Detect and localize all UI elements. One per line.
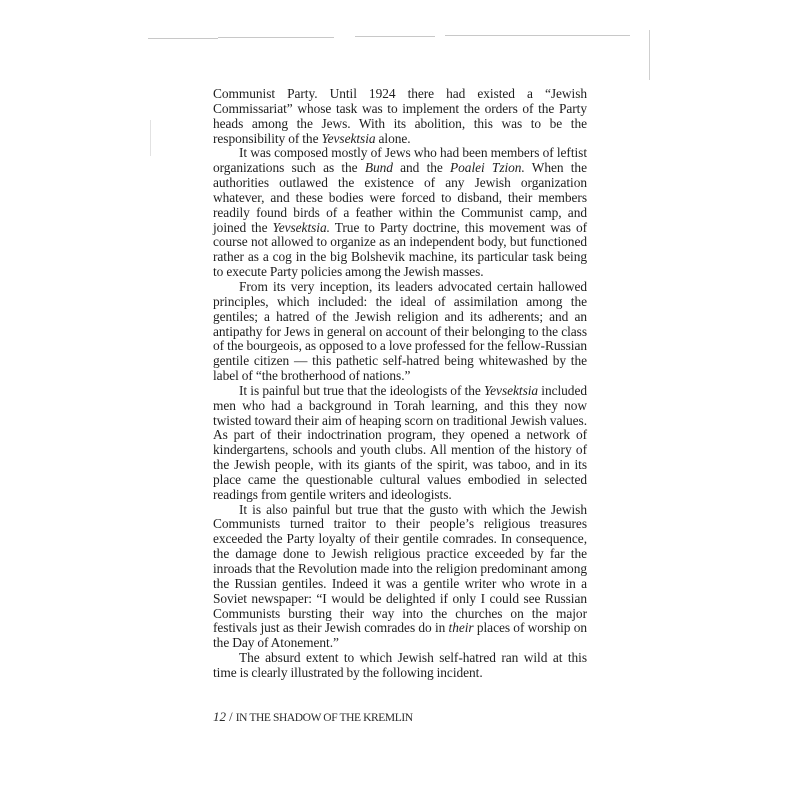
italic-term-yevsektsia: Yevsektsia. bbox=[272, 219, 330, 235]
italic-term-yevsektsia: Yevsektsia bbox=[321, 130, 376, 146]
page-footer bbox=[213, 709, 413, 725]
paragraph-1 bbox=[213, 87, 587, 146]
scan-mark-left-vertical bbox=[150, 120, 151, 156]
running-title: IN THE SHADOW OF THE KREMLIN bbox=[235, 712, 413, 724]
scan-mark-right-vertical bbox=[649, 30, 650, 80]
paragraph-text: The absurd extent to which Jewish self-hatred ran wild at this time is clearly illustrated by the following incident. bbox=[213, 650, 587, 680]
paragraph-text: It is painful but true that the ideologists of the bbox=[239, 382, 484, 398]
paragraph-text: and the bbox=[392, 160, 451, 176]
italic-term-yevsektsia: Yevsektsia bbox=[484, 382, 539, 398]
paragraph-text: included men who had a background in Torah learning, and this they now twisted toward their aim of heaping scorn on traditional Jewish values. As part of their indoctrination program, they opened a network of kindergartens, schools and youth clubs. All mention of the history of the Jewish people, with its giants of the spirit, was taboo, and in its place came the questionable cultural values embodied in selected readings from gentile writers and ideologists. bbox=[213, 382, 587, 502]
scan-rule-top-segment-4 bbox=[445, 35, 630, 36]
italic-emphasis-their: their bbox=[448, 620, 474, 636]
paragraph-text: True to Party doctrine, this movement was of course not allowed to organize as an independent body, but functioned rather as a cog in the big Bolshevik machine, its particular task being to execute Party policies among the Jewish masses. bbox=[213, 219, 588, 280]
paragraph-2 bbox=[213, 146, 587, 280]
paragraph-4 bbox=[213, 384, 587, 503]
paragraph-6 bbox=[213, 651, 587, 681]
paragraph-text: places of worship on the Day of Atonement.” bbox=[213, 620, 587, 651]
italic-term-bund: Bund bbox=[364, 160, 393, 176]
italic-term-poalei-tzion: Poalei Tzion. bbox=[450, 160, 525, 176]
paragraph-text: Communist Party. Until 1924 there had existed a “Jewish Commissariat” whose task was to implement the orders of the Party heads among the Jews. With its abolition, this was to be the responsibility of the bbox=[213, 86, 587, 146]
paragraph-3 bbox=[213, 280, 587, 384]
paragraph-text: It is also painful but true that the gusto with which the Jewish Communists turned traitor to their people’s religious treasures exceeded the Party loyalty of their gentile comrades. In consequence, the damage done to Jewish religious practice exceeded by far the inroads that the Revolution made into the religion predominant among the Russian gentiles. Indeed it was a gentile writer who wrote in a Soviet newspaper: “I would be delighted if only I could see Russian Communists bursting their way into the churches on the major festivals just as their Jewish comrades do in bbox=[213, 501, 587, 636]
paragraph-text: It was composed mostly of Jews who had been members of leftist organizations such as the bbox=[213, 145, 587, 176]
paragraph-text: alone. bbox=[375, 130, 411, 146]
page-body-text bbox=[213, 87, 587, 681]
scan-rule-top-segment-2 bbox=[218, 37, 334, 38]
page-number: 12 bbox=[213, 709, 226, 724]
paragraph-text: When the authorities outlawed the existence of any Jewish organization whatever, and these bodies were forced to disband, their members readily found birds of a feather within the Communist camp, and joined the bbox=[213, 160, 587, 235]
scan-rule-top-segment-3 bbox=[355, 36, 435, 37]
scan-rule-top-segment-1 bbox=[148, 38, 218, 39]
footer-separator: / bbox=[226, 710, 236, 724]
paragraph-5 bbox=[213, 503, 587, 651]
paragraph-text: From its very inception, its leaders advocated certain hallowed principles, which included: the ideal of assimilation among the gentiles; a hatred of the Jewish religion and its adherents; and an antipathy for Jews in general on account of their belonging to the class of the bourgeois, as opposed to a love professed for the fellow-Russian gentile citizen — this pathetic self-hatred being whitewashed by the label of “the brotherhood of nations.” bbox=[213, 278, 587, 384]
